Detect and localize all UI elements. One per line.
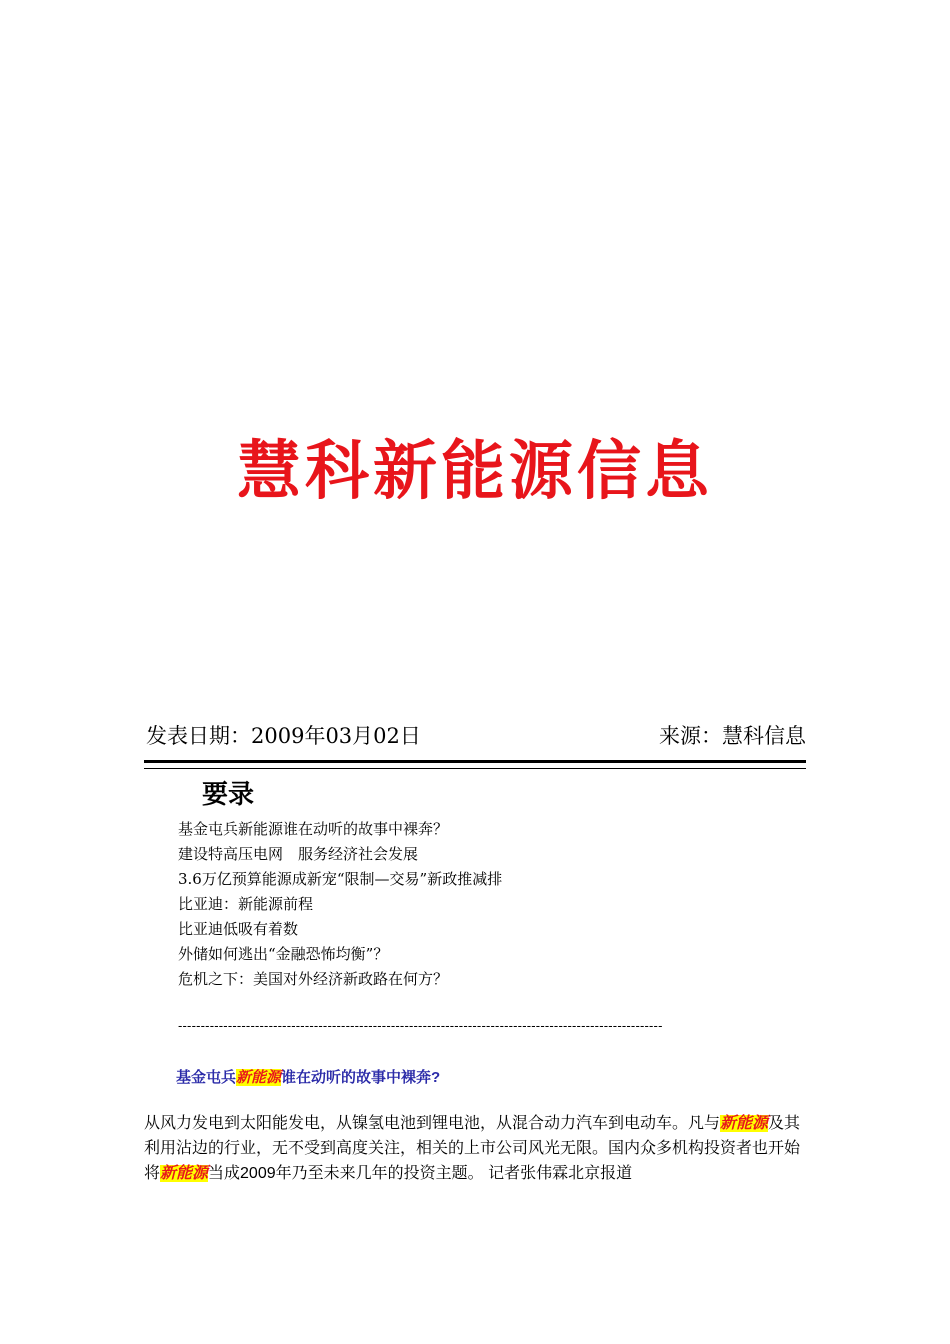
- article-body-text: 从风力发电到太阳能发电，从镍氢电池到锂电池，从混合动力汽车到电动车。凡与: [144, 1115, 721, 1132]
- document-title: 慧科新能源信息: [237, 434, 713, 509]
- article-title-highlight: 新能源: [236, 1069, 282, 1086]
- summary-list: [178, 817, 502, 992]
- meta-row: [146, 720, 806, 750]
- dashed-separator: -----------------------------------------------------------------------------------------------------------: [178, 1018, 663, 1033]
- double-rule-divider: [144, 760, 806, 769]
- article-body: [144, 1111, 808, 1186]
- keyword-highlight: 新能源: [160, 1165, 209, 1182]
- article-body-text: 当成2009年乃至未来几年的投资主题。 记者张伟霖北京报道: [208, 1165, 633, 1182]
- publish-date: 发表日期：2009年03月02日: [146, 724, 421, 748]
- summary-item[interactable]: 危机之下：美国对外经济新政路在何方？: [178, 970, 449, 988]
- summary-item[interactable]: 比亚迪低吸有着数: [178, 920, 299, 938]
- article-title-post: 谁在动听的故事中裸奔?: [281, 1069, 441, 1086]
- article-title-pre: 基金屯兵: [176, 1069, 237, 1086]
- keyword-highlight: 新能源: [720, 1115, 769, 1132]
- summary-heading: 要录: [202, 780, 255, 810]
- article-title: [176, 1066, 440, 1087]
- summary-item[interactable]: 比亚迪：新能源前程: [178, 895, 314, 913]
- source-label: 来源：慧科信息: [659, 724, 806, 748]
- summary-item[interactable]: 外储如何逃出“金融恐怖均衡”？: [178, 945, 389, 963]
- summary-item[interactable]: 3.6万亿预算能源成新宠“限制—交易”新政推减排: [178, 870, 503, 888]
- summary-item[interactable]: 基金屯兵新能源谁在动听的故事中裸奔？: [178, 820, 449, 838]
- article-body-text: 及其利用沾边的行业，无不受到高度关注，相关的上市公司风光无限。国内众多机构投资者也开始将: [144, 1115, 801, 1182]
- summary-item[interactable]: 建设特高压电网 服务经济社会发展: [178, 845, 419, 863]
